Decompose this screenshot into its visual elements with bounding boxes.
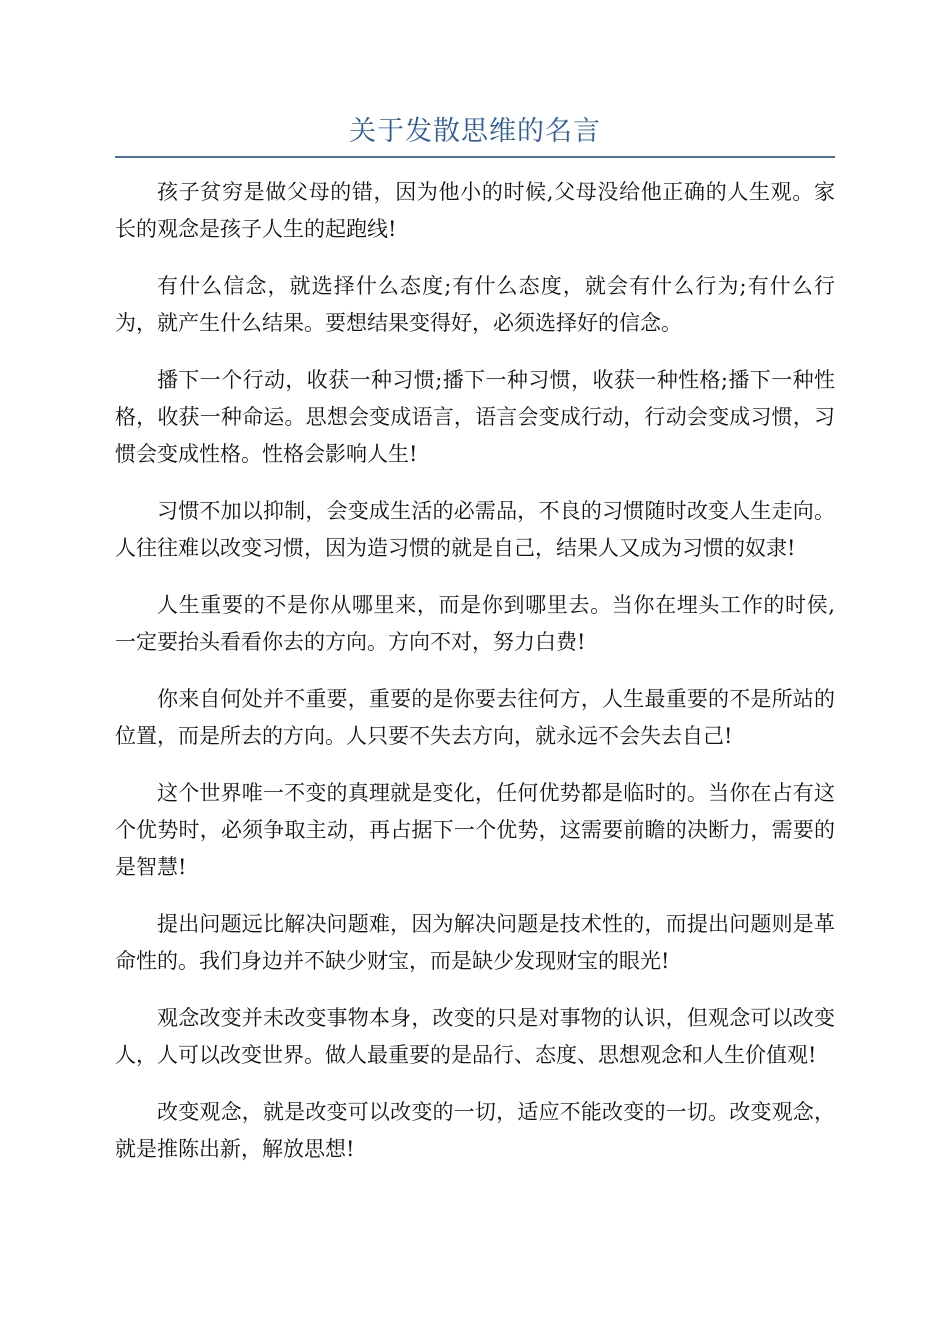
paragraph-3: 播下一个行动，收获一种习惯;播下一种习惯，收获一种性格;播下一种性格，收获一种命运。思想会变成语言，语言会变成行动，行动会变成习惯，习惯会变成性格。性格会影响人生!	[115, 368, 835, 466]
paragraph-9: 观念改变并未改变事物本身，改变的只是对事物的认识，但观念可以改变人，人可以改变世界。做人最重要的是品行、态度、思想观念和人生价值观!	[115, 1006, 835, 1067]
title-block	[115, 112, 835, 158]
paragraph-8: 提出问题远比解决问题难，因为解决问题是技术性的，而提出问题则是革命性的。我们身边并不缺少财宝，而是缺少发现财宝的眼光!	[115, 912, 835, 973]
paragraph-2: 有什么信念，就选择什么态度;有什么态度，就会有什么行为;有什么行为，就产生什么结果。要想结果变得好，必须选择好的信念。	[115, 274, 835, 335]
paragraph-6: 你来自何处并不重要，重要的是你要去往何方，人生最重要的不是所站的位置，而是所去的方向。人只要不失去方向，就永远不会失去自己!	[115, 687, 835, 748]
paragraph-5: 人生重要的不是你从哪里来，而是你到哪里去。当你在埋头工作的时侯,一定要抬头看看你去的方向。方向不对，努力白费!	[115, 593, 835, 654]
document-body	[115, 174, 835, 1188]
paragraph-10: 改变观念，就是改变可以改变的一切，适应不能改变的一切。改变观念，就是推陈出新，解放思想!	[115, 1100, 835, 1161]
paragraph-7: 这个世界唯一不变的真理就是变化，任何优势都是临时的。当你在占有这个优势时，必须争取主动，再占据下一个优势，这需要前瞻的决断力，需要的是智慧!	[115, 781, 835, 879]
paragraph-4: 习惯不加以抑制，会变成生活的必需品，不良的习惯随时改变人生走向。人往往难以改变习惯，因为造习惯的就是自己，结果人又成为习惯的奴隶!	[115, 499, 835, 560]
page-title: 关于发散思维的名言	[349, 116, 601, 147]
paragraph-1: 孩子贫穷是做父母的错，因为他小的时候,父母没给他正确的人生观。家长的观念是孩子人生的起跑线!	[115, 180, 835, 241]
